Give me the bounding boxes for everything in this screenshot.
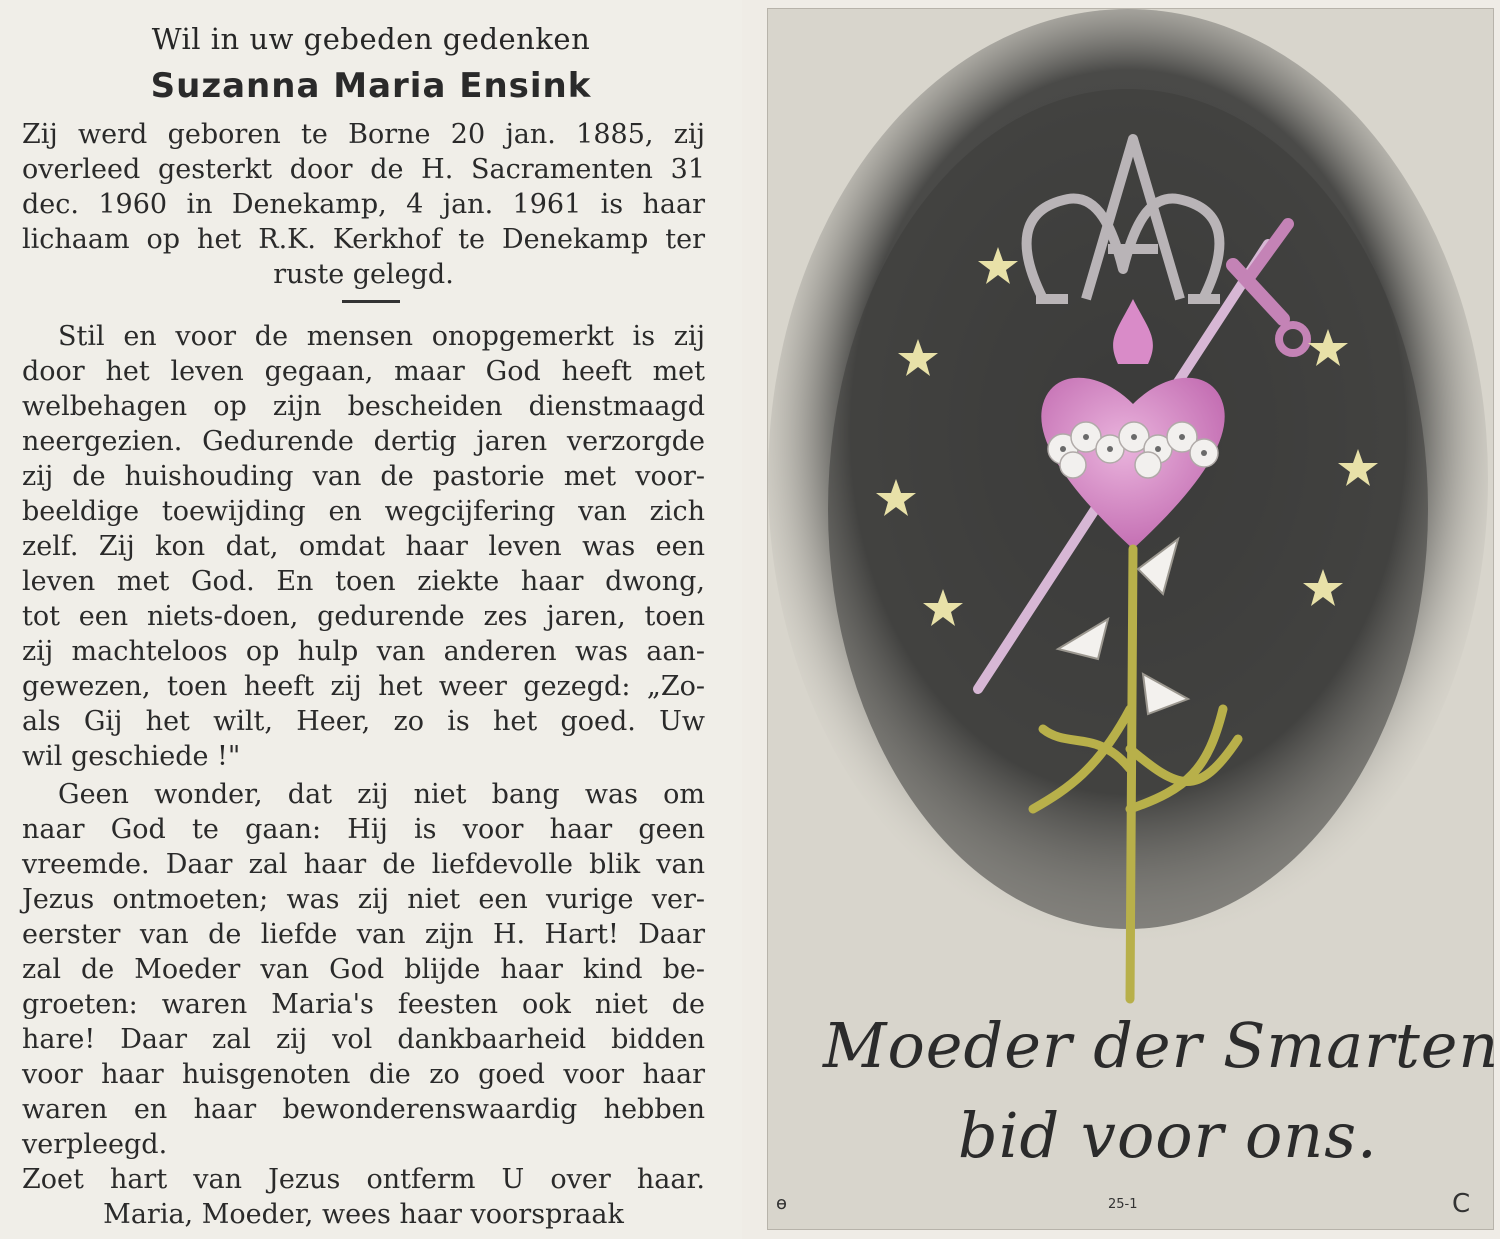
body-line: als Gij het wilt, Heer, zo is het goed. Uw xyxy=(22,706,705,737)
body-line: voor haar huisgenoten die zo goed voor haar xyxy=(22,1059,705,1090)
deceased-name: Suzanna Maria Ensink xyxy=(150,66,592,106)
devotional-image-card xyxy=(767,8,1500,1230)
motto-line-1: Moeder der Smarten xyxy=(823,1009,1500,1082)
bio-line: overleed gesterkt door de H. Sacramenten 31 xyxy=(22,154,705,185)
body-line: zij machteloos op hulp van anderen was aan- xyxy=(22,636,705,667)
body-line: naar God te gaan: Hij is voor haar geen xyxy=(22,814,705,845)
text-page xyxy=(0,0,742,1239)
body-line: zij de huishouding van de pastorie met voor- xyxy=(22,461,705,492)
bio-line: dec. 1960 in Denekamp, 4 jan. 1961 is haar xyxy=(22,189,705,220)
motto-line-2: bid voor ons. xyxy=(958,1099,1378,1172)
body-line: Stil en voor de mensen onopgemerkt is zij xyxy=(58,321,705,352)
body-line: groeten: waren Maria's feesten ook niet de xyxy=(22,989,705,1020)
closing-prayer-line: Maria, Moeder, wees haar voorspraak xyxy=(103,1199,624,1230)
body-line: verpleegd. xyxy=(22,1129,168,1160)
body-line: gewezen, toen heeft zij het weer gezegd: „Zo- xyxy=(22,671,705,702)
bio-line: Zij werd geboren te Borne 20 jan. 1885, zij xyxy=(22,119,705,150)
body-line: Geen wonder, dat zij niet bang was om xyxy=(58,779,705,810)
body-line: waren en haar bewonderenswaardig hebben xyxy=(22,1094,705,1125)
print-code: 25-1 xyxy=(1108,1197,1138,1212)
body-line: Jezus ontmoeten; was zij niet een vurige ver- xyxy=(22,884,705,915)
body-line: vreemde. Daar zal haar de liefdevolle blik van xyxy=(22,849,705,880)
bio-line: ruste gelegd. xyxy=(273,259,454,290)
body-line: neergezien. Gedurende dertig jaren verzorgde xyxy=(22,426,705,457)
body-line: beeldige toewijding en wegcijfering van zich xyxy=(22,496,705,527)
bio-line: lichaam op het R.K. Kerkhof te Denekamp ter xyxy=(22,224,705,255)
section-divider xyxy=(342,300,400,303)
body-line: welbehagen op zijn bescheiden dienstmaagd xyxy=(22,391,705,422)
body-line: hare! Daar zal zij vol dankbaarheid bidden xyxy=(22,1024,705,1055)
closing-prayer-line: Zoet hart van Jezus ontferm U over haar. xyxy=(22,1164,705,1195)
body-line: zelf. Zij kon dat, omdat haar leven was een xyxy=(22,531,705,562)
body-line: eerster van de liefde van zijn H. Hart! Daar xyxy=(22,919,705,950)
intro-line: Wil in uw gebeden gedenken xyxy=(151,22,591,56)
body-line: door het leven gegaan, maar God heeft met xyxy=(22,356,705,387)
body-line: tot een niets-doen, gedurende zes jaren, toen xyxy=(22,601,705,632)
body-line: wil geschiede !" xyxy=(22,741,241,772)
body-line: zal de Moeder van God blijde haar kind be- xyxy=(22,954,705,985)
body-line: leven met God. En toen ziekte haar dwong, xyxy=(22,566,705,597)
publisher-mark-right: C xyxy=(1452,1189,1471,1219)
publisher-mark-left: ɵ xyxy=(776,1193,788,1214)
